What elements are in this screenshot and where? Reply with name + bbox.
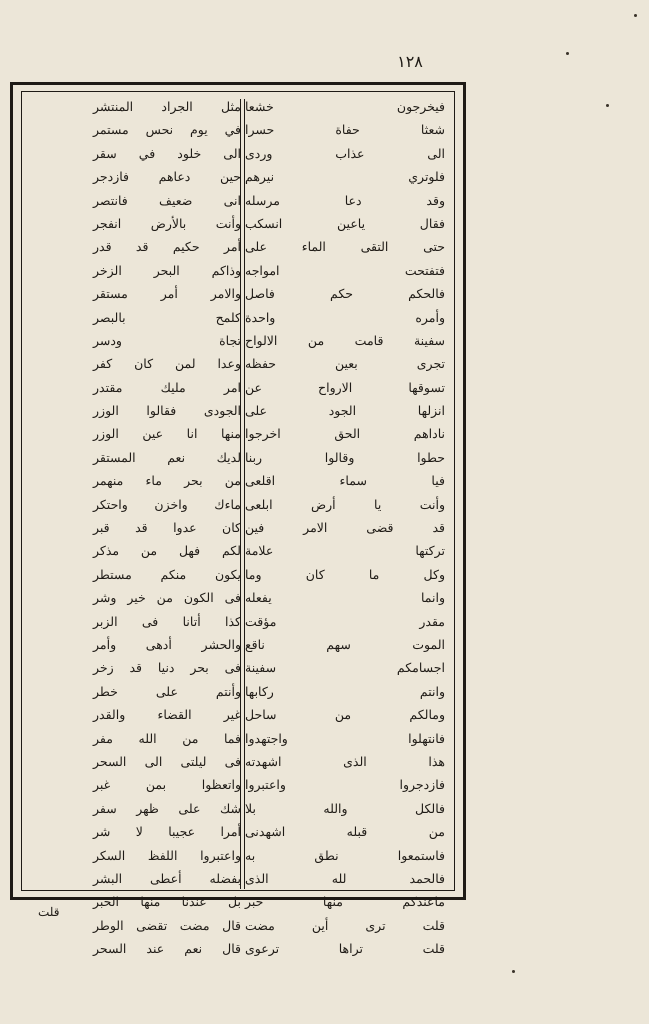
verse-line: ناداهم الحق اخرجوا [245,426,445,442]
verse-line: وأنتم على خطر [93,683,241,699]
verse-line: من قبله اشهدنى [245,824,445,840]
verse-line: وانما يفعله [245,590,445,606]
verse-line: الى خلود في سقر [93,145,241,161]
verse-line: فى الكون من خير وشر [93,590,241,606]
verse-line: قد قضى الامر فين [245,520,445,536]
verse-line: قال مضت تقضى الوطر [93,917,241,933]
verse-line: امر مليك مقتدر [93,379,241,395]
verse-line: حتى التقى الماء على [245,239,445,255]
verse-line: حطوا وقالوا ربنا [245,449,445,465]
catchword: قلت [38,905,60,919]
verse-line: انى ضعيف فانتصر [93,192,241,208]
paper-speck [566,52,569,55]
verse-line: وقد دعا مرسله [245,192,445,208]
verse-line: أمر حكيم قد قدر [93,239,241,255]
paper-speck [606,104,609,107]
verse-line: فالحكم حكم فاصل [245,286,445,302]
verse-line: اجسامكم سفينة [245,660,445,676]
verse-line: فتفتحت امواجه [245,262,445,278]
verse-line: واعتبروا اللفظ السكر [93,847,241,863]
verse-line: غير القضاء والقدر [93,707,241,723]
verse-line: بل عندنا منها الخبر [93,894,241,910]
verse-line: كلمح بالبصر [93,309,241,325]
verse-line: الى عذاب وردى [245,145,445,161]
text-frame [10,82,466,957]
verse-line: ماعندكم منها خبر [245,894,445,910]
verse-line: والحشر أدهى وأمر [93,636,241,652]
verse-line: لديك نعم المستقر [93,449,241,465]
verse-line: فى بحر دنيا قد زخر [93,660,241,676]
verse-line: فانتهلوا واجتهدوا [245,730,445,746]
verse-line: كذا أتانا فى الزبر [93,613,241,629]
right-hemistich-column [245,95,445,957]
verse-line: تسوقها الارواح عن [245,379,445,395]
verse-line: في يوم نحس مستمر [93,122,241,138]
verse-line: شعثا حفاة حسرا [245,122,445,138]
verse-line: فالكل والله بلا [245,800,445,816]
verse-line: قلت ترى أين مضت [245,917,445,933]
verse-line: يكون منكم مستطر [93,566,241,582]
verse-line: وأنت يا أرض ابلعى [245,496,445,512]
verse-line: والامر أمر مستقر [93,286,241,302]
verse-line: فازدجروا واعتبروا [245,777,445,793]
verse-line: وأنت بالأرض انفجر [93,215,241,231]
verse-line: تجاة ودسر [93,332,241,348]
verse-line: قلت تراها ترعوى [245,941,445,957]
verse-line: هذا الذى اشهدته [245,753,445,769]
verse-line: وانتم ركابها [245,683,445,699]
verse-line: منها انا عين الوزر [93,426,241,442]
verse-line: وذاكم البحر الزخر [93,262,241,278]
verse-line: مقدر مؤقت [245,613,445,629]
verse-line: فالحمد لله الذى [245,870,445,886]
verse-line: فقال ياعين انسكب [245,215,445,231]
verse-line: شك على ظهر سفر [93,800,241,816]
verse-line: لكم فهل من مذكر [93,543,241,559]
verse-line: واتعظوا بمن غبر [93,777,241,793]
verse-line: وأمره واحدة [245,309,445,325]
verse-line: تركتها علامة [245,543,445,559]
verse-line: حين دعاهم فازدجر [93,169,241,185]
paper-speck [634,14,637,17]
verse-line: فى ليلتى الى السحر [93,753,241,769]
verse-line: من بحر ماء منهمر [93,473,241,489]
verse-line: الموت سهم ناقع [245,636,445,652]
verse-line: كان عدوا قد قبر [93,520,241,536]
verse-line: سفينة قامت من الالواح [245,332,445,348]
verse-line: فيا سماء اقلعى [245,473,445,489]
verse-line: الجودى فقالوا الوزر [93,403,241,419]
verse-line: وعدا لمن كان كفر [93,356,241,372]
page-number: ١٢٨ [397,52,423,71]
verse-line: ومالكم من ساحل [245,707,445,723]
verse-line: انزلها الجود على [245,403,445,419]
paper-speck [512,970,515,973]
verse-line: ماءك واخزن واحتكر [93,496,241,512]
verse-line: فلوتري نيرهم [245,169,445,185]
left-hemistich-column [93,95,241,957]
verse-line: مثل الجراد المنتشر [93,99,241,114]
verse-line: فما من الله مفر [93,730,241,746]
verse-line: فاستمعوا نطق به [245,847,445,863]
verse-line: تجرى بعين حفظه [245,356,445,372]
verse-line: بفضله أعطى البشر [93,870,241,886]
verse-line: قال نعم عند السحر [93,941,241,957]
verse-line: وكل ما كان وما [245,566,445,582]
verse-line: أمرا عجيبا لا شر [93,824,241,840]
verse-line: فيخرجون خشعا [245,99,445,114]
